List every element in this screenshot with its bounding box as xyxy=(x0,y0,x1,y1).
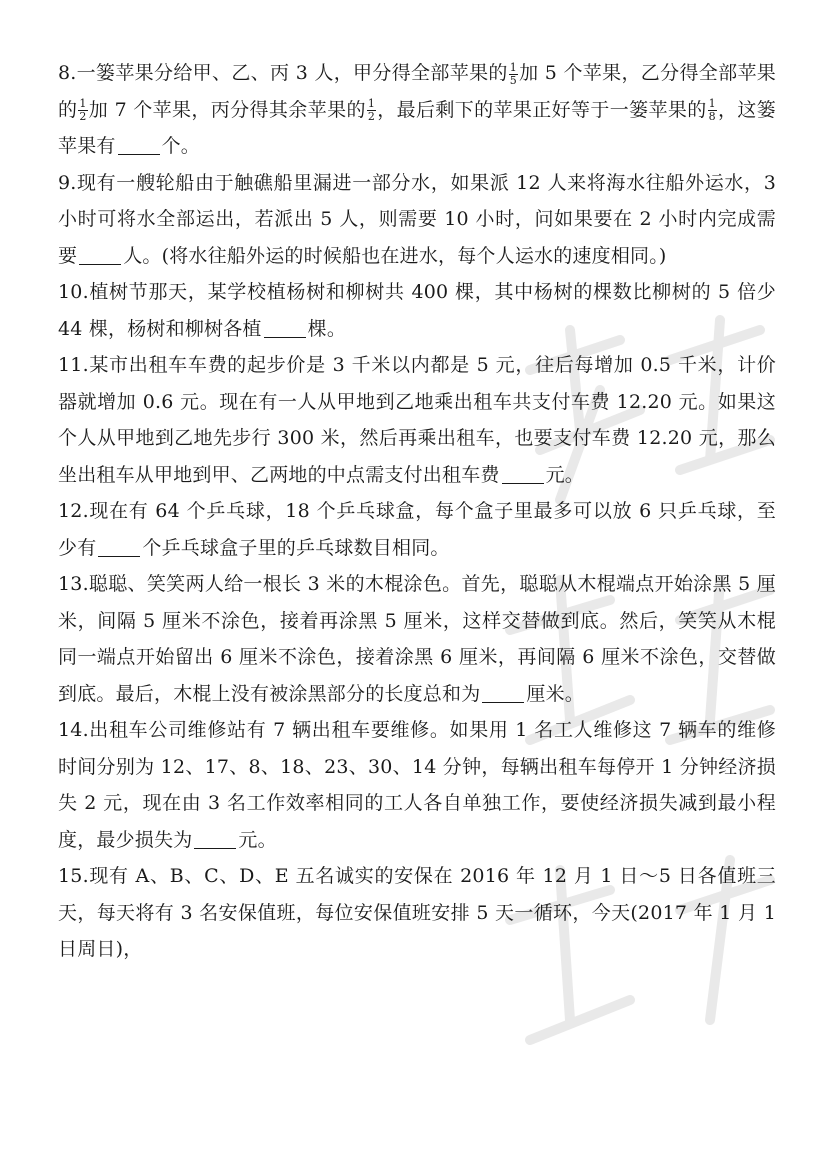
answer-blank[interactable] xyxy=(194,828,236,849)
question-12 xyxy=(58,493,776,566)
q11-text-2: 元。 xyxy=(545,463,585,486)
question-14 xyxy=(58,712,776,858)
q8-text-3: 加 7 个苹果，丙分得其余苹果的 xyxy=(88,98,366,121)
q12-text-2: 个乒乓球盒子里的乒乓球数目相同。 xyxy=(142,536,450,559)
fraction-one-half xyxy=(367,98,376,123)
fraction-one-half xyxy=(78,98,87,123)
answer-blank[interactable] xyxy=(482,682,524,703)
q8-text-5: ，这篓苹果有 xyxy=(58,98,776,157)
answer-blank[interactable] xyxy=(98,536,140,557)
fraction-numerator: 1 xyxy=(708,97,716,110)
q11-text-1: 11.某市出租车车费的起步价是 3 千米以内都是 5 元，往后每增加 0.5 千米，计价器就增加 0.6 元。现在有一人从甲地到乙地乘出租车共支付车费 12.20 元。如果这个人从甲地到乙地先步行 300 米，然后再乘出租车，也要支付车费 12.20 元，那么坐出租车从甲地到甲、乙两地的中点需支付出租车费 xyxy=(58,354,776,486)
fraction-one-fifth xyxy=(509,62,518,87)
q13-text-1: 13.聪聪、笑笑两人给一根长 3 米的木棍涂色。首先，聪聪从木棍端点开始涂黑 5 厘米，间隔 5 厘米不涂色，接着再涂黑 5 厘米，这样交替做到底。然后，笑笑从木棍同一端点开始留出 6 厘米不涂色，接着涂黑 6 厘米，再间隔 6 厘米不涂色，交替做到底。最后，木棍上没有被涂黑部分的长度总和为 xyxy=(58,573,776,705)
q10-text-2: 棵。 xyxy=(307,317,347,340)
question-9 xyxy=(58,165,776,275)
answer-blank[interactable] xyxy=(502,463,544,484)
question-13 xyxy=(58,566,776,712)
q9-text-2: 人。(将水往船外运的时候船也在进水，每个人运水的速度相同。) xyxy=(123,244,667,267)
question-10 xyxy=(58,274,776,347)
answer-blank[interactable] xyxy=(79,244,121,265)
q8-text-2: 加 5 个苹果，乙分得全部苹果的 xyxy=(58,62,776,121)
question-list xyxy=(58,55,776,968)
q9-text-1: 9.现有一艘轮船由于触礁船里漏进一部分水，如果派 12 人来将海水往船外运水，3 小时可将水全部运出，若派出 5 人，则需要 10 小时，问如果要在 2 小时内完成需要 xyxy=(58,171,776,267)
fraction-numerator: 1 xyxy=(79,97,87,110)
fraction-denominator: 5 xyxy=(509,73,517,87)
answer-blank[interactable] xyxy=(118,134,160,155)
fraction-denominator: 2 xyxy=(79,110,87,123)
q15-text-1: 15.现有 A、B、C、D、E 五名诚实的安保在 2016 年 12 月 1 日～5 日各值班三天，每天将有 3 名安保值班，每位安保值班安排 5 天一循环，今天(2017 年 1 月 1 日周日)， xyxy=(58,865,776,960)
q13-text-2: 厘米。 xyxy=(526,682,585,705)
fraction-denominator: 2 xyxy=(367,110,376,123)
q8-text-6: 个。 xyxy=(161,135,201,157)
fraction-denominator: 8 xyxy=(708,110,716,123)
fraction-numerator: 1 xyxy=(367,97,376,110)
fraction-one-eighth xyxy=(708,98,717,123)
q8-text-4: ，最后剩下的苹果正好等于一篓苹果的 xyxy=(377,98,707,121)
q12-text-1: 12.现在有 64 个乒乓球，18 个乒乓球盒，每个盒子里最多可以放 6 只乒乓球，至少有 xyxy=(58,500,776,559)
q14-text-1: 14.出租车公司维修站有 7 辆出租车要维修。如果用 1 名工人维修这 7 辆车的维修时间分别为 12、17、8、18、23、30、14 分钟，每辆出租车每停开 1 分钟经济损失 2 元，现在由 3 名工作效率相同的工人各自单独工作，要使经济损失减到最小程度，最少损失为 xyxy=(58,719,776,851)
answer-blank[interactable] xyxy=(264,317,306,338)
fraction-numerator: 1 xyxy=(509,60,517,74)
q14-text-2: 元。 xyxy=(238,828,277,851)
question-11 xyxy=(58,347,776,493)
question-15 xyxy=(58,858,776,968)
q10-text-1: 10.植树节那天，某学校植杨树和柳树共 400 棵，其中杨树的棵数比柳树的 5 倍少 44 棵，杨树和柳树各植 xyxy=(58,281,776,340)
q8-text-1: 8.一篓苹果分给甲、乙、丙 3 人，甲分得全部苹果的 xyxy=(58,62,508,84)
question-8 xyxy=(58,55,776,165)
